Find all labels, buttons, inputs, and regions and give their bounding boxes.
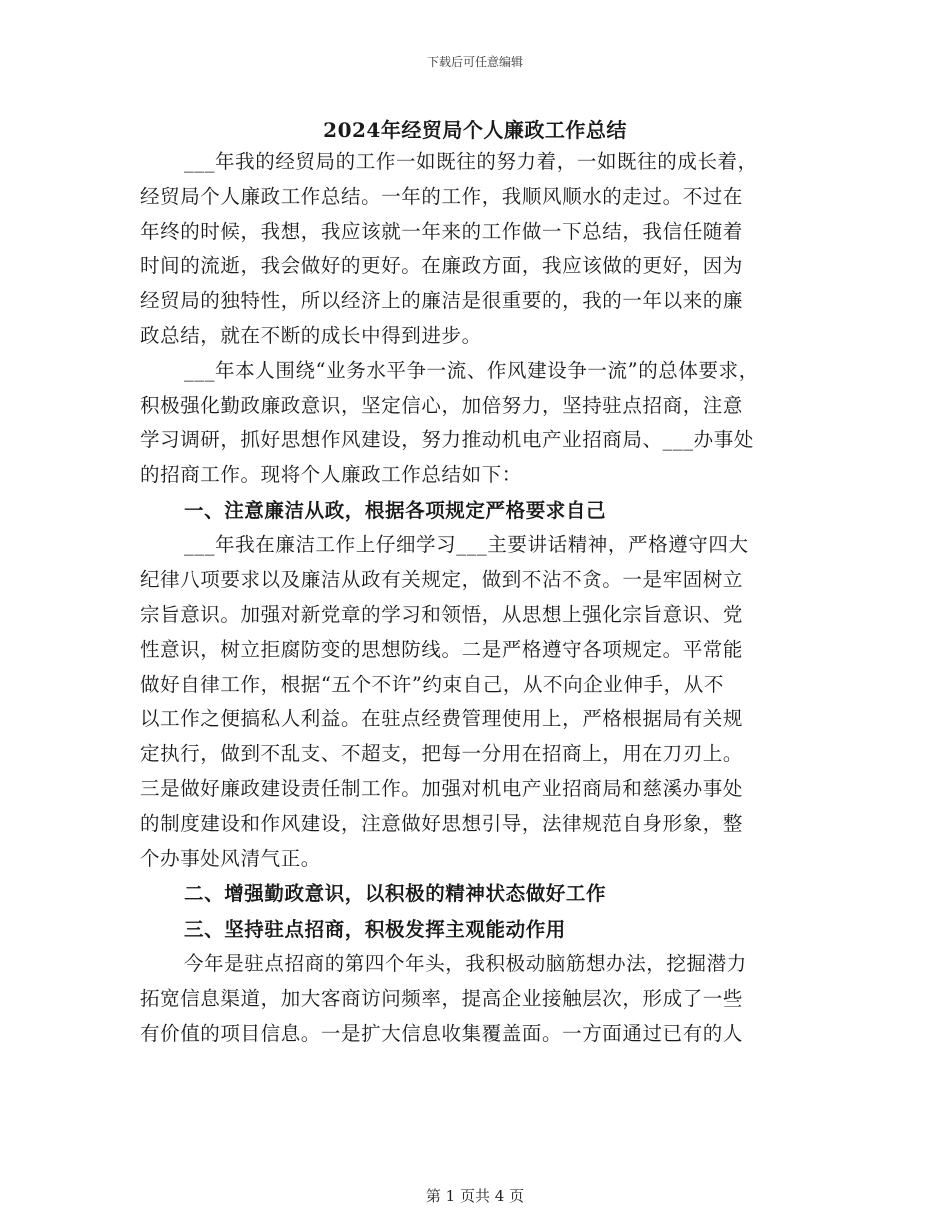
body-text-line: 时间的流逝，我会做好的更好。在廉政方面，我应该做的更好，因为 [140,254,744,278]
body-text-line: ___年我在廉洁工作上仔细学习___主要讲话精神，严格遵守四大 [184,533,749,557]
body-text-line: 学习调研，抓好思想作风建设，努力推动机电产业招商局、___办事处 [140,428,754,452]
section-heading: 二、增强勤政意识，以积极的精神状态做好工作 [184,882,607,906]
body-text-line: 的制度建设和作风建设，注意做好思想引导，法律规范自身形象，整 [140,811,744,835]
body-text-line: 个办事处风清气正。 [140,846,321,870]
body-text-line: 今年是驻点招商的第四个年头，我积极动脑筋想办法，挖掘潜力 [184,952,747,976]
body-text-line: 拓宽信息渠道，加大客商访问频率，提高企业接触层次，形成了一些 [140,987,744,1011]
body-text-line: 经贸局的独特性，所以经济上的廉洁是很重要的，我的一年以来的廉 [140,289,744,313]
body-text-line: 的招商工作。现将个人廉政工作总结如下： [140,463,522,487]
document-body [140,145,830,1052]
body-text-line: ___年我的经贸局的工作一如既往的努力着，一如既往的成长着， [184,150,758,173]
header-note: 下载后可任意编辑 [426,55,523,69]
body-text-line: 年终的时候，我想，我应该就一年来的工作做一下总结，我信任随着 [140,219,744,243]
document-title: 2024年经贸局个人廉政工作总结 [323,118,627,142]
body-text-line: 以工作之便搞私人利益。在驻点经费管理使用上，严格根据局有关规 [140,707,744,731]
body-text-line: 定执行，做到不乱支、不超支，把每一分用在招商上，用在刀刃上。 [140,742,744,766]
page-footer: 第 1 页共 4 页 [425,1187,525,1205]
body-text-line: 宗旨意识。加强对新党章的学习和领悟，从思想上强化宗旨意识、党 [140,603,744,627]
body-text-line: 做好自律工作，根据“五个不许”约束自己，从不向企业伸手，从不 [140,672,724,696]
section-heading: 三、坚持驻点招商，积极发挥主观能动作用 [184,917,566,941]
body-text-line: 积极强化勤政廉政意识，坚定信心，加倍努力，坚持驻点招商，注意 [140,393,744,417]
body-text-line: 纪律八项要求以及廉洁从政有关规定，做到不沾不贪。一是牢固树立 [140,568,744,592]
section-heading: 一、注意廉洁从政，根据各项规定严格要求自己 [184,498,607,522]
body-text-line: 经贸局个人廉政工作总结。一年的工作，我顺风顺水的走过。不过在 [140,184,744,208]
body-text-line: 性意识，树立拒腐防变的思想防线。二是严格遵守各项规定。平常能 [140,637,744,661]
body-text-line: ___年本人围绕“业务水平争一流、作风建设争一流”的总体要求， [184,358,759,382]
body-text-line: 有价值的项目信息。一是扩大信息收集覆盖面。一方面通过已有的人 [140,1022,744,1046]
body-text-line: 政总结，就在不断的成长中得到进步。 [140,323,482,347]
body-text-line: 三是做好廉政建设责任制工作。加强对机电产业招商局和慈溪办事处 [140,777,744,801]
